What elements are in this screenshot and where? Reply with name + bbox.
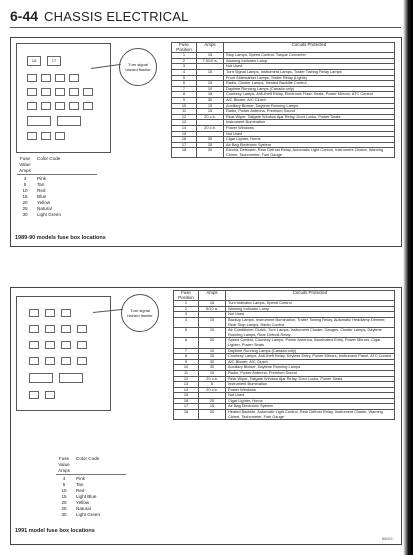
fuse-position-cell: 7 xyxy=(172,86,197,92)
circuits-cell: Courtesy Lamps, Anti-theft Relay, Keyless Entry, Power Mirrors, Instrument Panel, ATC Control xyxy=(226,354,395,360)
fuse-slot xyxy=(55,102,65,110)
fuse-position-cell: 2 xyxy=(172,58,197,64)
legend-amps: 30 xyxy=(61,512,67,517)
amps-cell: 5/10 a. xyxy=(199,306,226,312)
fuse-slot xyxy=(27,102,37,110)
flasher-callout: Turn signal hazard flasher xyxy=(121,294,159,332)
amps-cell: 7.5/10 a. xyxy=(197,58,224,64)
amps-cell: 15 xyxy=(199,328,226,338)
fuse-color-legend xyxy=(17,156,97,218)
fuse-slot xyxy=(45,391,55,399)
fuse-slot xyxy=(83,88,93,96)
column-header: Amps xyxy=(197,43,224,53)
amps-cell: 15 xyxy=(197,109,224,115)
page-number: 6-44 xyxy=(10,8,39,24)
legend-amps: 10 xyxy=(22,188,28,193)
fuse-slot xyxy=(57,116,81,126)
circuits-cell: Instrument Illumination xyxy=(224,120,395,126)
fuse-panel-1991 xyxy=(10,287,402,545)
fuse-position-cell: 4 xyxy=(174,317,199,327)
figure-code: 86521 xyxy=(381,536,393,541)
column-header: Amps xyxy=(199,291,226,301)
table-row xyxy=(172,148,395,158)
circuits-cell: Stop Lamps, Speed Control, Torque Converter xyxy=(224,53,395,59)
amps-cell: 15 xyxy=(199,317,226,327)
legend-amps: 20 xyxy=(61,500,67,505)
circuits-cell: Electric Defroster, Rear Defrost Relay, Automatic Light Control, Instrument Cluster, Warning Chime, Tachometer, Fuel Gauge xyxy=(224,148,395,158)
fuse-position-cell: 11 xyxy=(174,370,199,376)
fuse-position-cell: 5 xyxy=(172,75,197,81)
panel-caption: 1989-90 models fuse box locations xyxy=(15,235,106,241)
amps-cell: 15 xyxy=(197,142,224,148)
circuits-cell: Warning Indicator Lamp xyxy=(226,306,395,312)
circuits-cell: Courtesy Lamps, Anti-theft Relay, Electronic Flash Seats, Power Mirrors, ATC Control xyxy=(224,92,395,98)
legend-color: Light Green xyxy=(76,512,101,517)
amps-cell: 15 xyxy=(197,92,224,98)
circuits-cell: A/C Blower, A/C Clutch xyxy=(226,359,395,365)
amps-cell: 30 xyxy=(197,97,224,103)
fuse-position-cell: 13 xyxy=(172,120,197,126)
fuse-position-cell: 5 xyxy=(174,328,199,338)
table-row xyxy=(174,317,395,327)
fuse-position-cell: 3 xyxy=(172,64,197,70)
circuits-cell: Warning Indicator Lamp xyxy=(224,58,395,64)
fuse-position-cell: 18 xyxy=(174,410,199,420)
fuse-position-cell: 17 xyxy=(174,404,199,410)
circuits-cell: Not Used xyxy=(226,393,395,399)
fuse-slot xyxy=(29,309,39,317)
fuse-slot xyxy=(29,373,53,383)
panel-caption: 1991 model fuse box locations xyxy=(15,528,95,534)
amps-cell: 20 xyxy=(199,338,226,348)
circuits-cell: Radio, Power Antenna, Premium Sound xyxy=(224,109,395,115)
legend-color: Light Green xyxy=(37,212,62,217)
legend-amps: 10 xyxy=(61,488,67,493)
amps-cell: 20 xyxy=(199,398,226,404)
circuits-cell: Backup Lamps, Instrument Illumination, Trailer Towing Relay, Automatic Headlamp Dimmer, Rear Stop Lamps, Radio Control xyxy=(226,317,395,327)
amps-cell: 20 c.b. xyxy=(199,387,226,393)
legend-color: Natural xyxy=(76,506,91,511)
fuse-slot xyxy=(61,309,71,317)
amps-cell: 15 xyxy=(199,404,226,410)
fuse-table xyxy=(171,42,395,158)
fuse-position-cell: 4 xyxy=(172,69,197,75)
circuits-cell: Turn Indicator Lamps, Speed Control xyxy=(226,301,395,307)
circuits-cell: Not Used xyxy=(226,312,395,318)
legend-amps: 20 xyxy=(22,200,28,205)
fuse-slot xyxy=(69,74,79,82)
legend-amps: 4 xyxy=(23,176,27,181)
fuse-slot xyxy=(55,74,65,82)
column-header: Fuse Position xyxy=(172,43,197,53)
fuse-slot: 18 xyxy=(27,56,41,66)
fuse-position-cell: 11 xyxy=(172,109,197,115)
legend-color: Blue xyxy=(37,194,47,199)
circuits-cell: Auxiliary Blower, Daytime Running Lamps xyxy=(226,365,395,371)
circuits-cell: Radio, Power Antenna, Premium Sound xyxy=(226,370,395,376)
fuse-slot xyxy=(45,357,55,365)
fuse-slot xyxy=(29,357,39,365)
circuits-cell: Cigar Lighter, Horns xyxy=(226,398,395,404)
fuse-slot xyxy=(41,132,51,140)
circuits-cell: Rear Wiper, Tailgate Window Ajar Relay, Door Locks, Power Seats xyxy=(226,376,395,382)
legend-color: Tan xyxy=(37,182,45,187)
fuse-position-cell: 9 xyxy=(174,359,199,365)
legend-amps: 15 xyxy=(22,194,28,199)
amps-cell: 20 c.b. xyxy=(197,114,224,120)
fuse-position-cell: 8 xyxy=(172,92,197,98)
fuse-slot xyxy=(83,102,93,110)
circuits-cell: Front Sidemarker Lamps, Trailer Relay (Lights) xyxy=(224,75,395,81)
legend-amps: 30 xyxy=(22,212,28,217)
legend-color: Red xyxy=(37,188,46,193)
legend-color: Natural xyxy=(37,206,52,211)
fuse-slot xyxy=(69,102,79,110)
legend-header: Fuse Value Amps xyxy=(19,156,31,173)
circuits-cell: Turn Signal Lamps, Instrument Lamps, Trailer Towing Relay Lamps xyxy=(224,69,395,75)
fuse-slot: 17 xyxy=(47,56,61,66)
fuse-slot xyxy=(61,325,71,333)
amps-cell: 10 xyxy=(199,348,226,354)
fuse-slot xyxy=(77,357,87,365)
amps-cell: 15 xyxy=(197,69,224,75)
page-title: CHASSIS ELECTRICAL xyxy=(44,9,189,24)
fuse-slot xyxy=(45,341,55,349)
fuse-position-cell: 14 xyxy=(172,125,197,131)
fuse-color-legend xyxy=(56,456,126,518)
amps-cell: 15 xyxy=(197,81,224,87)
legend-color: Pink xyxy=(76,476,85,481)
fuse-slot xyxy=(45,325,55,333)
fuse-slot xyxy=(27,74,37,82)
fuse-slot xyxy=(29,391,39,399)
fuse-position-cell: 16 xyxy=(172,137,197,143)
scan-edge-shadow xyxy=(403,0,413,555)
legend-amps: 5 xyxy=(62,482,66,487)
legend-header: Fuse Value Amps xyxy=(58,456,70,473)
amps-cell: 5 xyxy=(199,382,226,388)
amps-cell: 30 xyxy=(197,137,224,143)
fuse-slot xyxy=(41,74,51,82)
circuits-cell: Air Bag Electronic System xyxy=(226,404,395,410)
circuits-cell: Radio, Cluster Lamps, Heated Backlite Control xyxy=(224,81,395,87)
fuse-position-cell: 14 xyxy=(174,387,199,393)
fuse-slot xyxy=(77,325,87,333)
fuse-position-cell: 6 xyxy=(172,81,197,87)
legend-header: Color Code xyxy=(76,456,100,461)
circuits-cell: Speed Control, Courtesy Lamps, Power Antenna, Illuminated Entry, Power Mirrors, Cigar Lighter, Power Seats xyxy=(226,338,395,348)
legend-color: Red xyxy=(76,488,85,493)
fuse-box-diagram xyxy=(16,43,111,153)
legend-color: Pink xyxy=(37,176,46,181)
table-row xyxy=(174,328,395,338)
amps-cell: 10 xyxy=(197,86,224,92)
fuse-position-cell: 17 xyxy=(172,142,197,148)
legend-amps: 25 xyxy=(22,206,28,211)
column-header: Fuse Position xyxy=(174,291,199,301)
legend-color: Light Blue xyxy=(76,494,97,499)
circuits-cell: Power Windows xyxy=(224,125,395,131)
amps-cell: 20 xyxy=(199,410,226,420)
fuse-position-cell: 12 xyxy=(172,114,197,120)
table-row xyxy=(174,338,395,348)
circuits-cell: Instrument Illumination xyxy=(226,382,395,388)
fuse-slot xyxy=(41,88,51,96)
fuse-panel-1989-90 xyxy=(10,37,402,247)
fuse-position-cell: 18 xyxy=(172,148,197,158)
legend-color: Yellow xyxy=(76,500,90,505)
flasher-callout: Turn signal hazard flasher xyxy=(119,48,157,86)
circuits-cell: Rear Wiper, Tailgate Window Ajar Relay, Door Locks, Power Seats xyxy=(224,114,395,120)
circuits-cell: Power Windows xyxy=(226,387,395,393)
circuits-cell: Air Conditioner Clutch, Turn Lamps, Instrument Cluster, Gauges, Cluster Lamps, Daytime Running Lamps, Rear Defrost Relay xyxy=(226,328,395,338)
circuits-cell: Cigar Lighter, Horns xyxy=(224,137,395,143)
fuse-slot xyxy=(29,341,39,349)
fuse-slot xyxy=(69,88,79,96)
fuse-position-cell: 9 xyxy=(172,97,197,103)
legend-amps: 25 xyxy=(61,506,67,511)
table-row xyxy=(174,410,395,420)
fuse-slot xyxy=(59,373,83,383)
fuse-position-cell: 2 xyxy=(174,306,199,312)
amps-cell: 20 c.b. xyxy=(197,125,224,131)
circuits-cell: A/C Blower, A/C Clutch xyxy=(224,97,395,103)
fuse-position-cell: 8 xyxy=(174,354,199,360)
column-header: Circuits Protected xyxy=(224,43,395,53)
amps-cell: 15 xyxy=(199,301,226,307)
fuse-slot xyxy=(27,132,37,140)
fuse-slot xyxy=(41,102,51,110)
fuse-slot xyxy=(61,341,71,349)
legend-color: Yellow xyxy=(37,200,51,205)
fuse-slot xyxy=(55,88,65,96)
fuse-position-cell: 12 xyxy=(174,376,199,382)
fuse-slot xyxy=(55,132,65,140)
legend-color: Tan xyxy=(76,482,84,487)
column-header: Circuits Protected xyxy=(226,291,395,301)
fuse-position-cell: 15 xyxy=(174,393,199,399)
fuse-slot xyxy=(45,309,55,317)
page-header xyxy=(10,8,189,24)
amps-cell: 15 xyxy=(199,354,226,360)
amps-cell: 20 c.b. xyxy=(199,376,226,382)
legend-header: Color Code xyxy=(37,156,61,161)
fuse-position-cell: 15 xyxy=(172,131,197,137)
amps-cell: 15 xyxy=(197,53,224,59)
fuse-position-cell: 10 xyxy=(172,103,197,109)
fuse-position-cell: 3 xyxy=(174,312,199,318)
legend-amps: 4 xyxy=(62,476,66,481)
fuse-table xyxy=(173,290,395,420)
fuse-position-cell: 13 xyxy=(174,382,199,388)
circuits-cell: Not Used xyxy=(224,131,395,137)
circuits-cell: Not Used xyxy=(224,64,395,70)
fuse-position-cell: 6 xyxy=(174,338,199,348)
fuse-slot xyxy=(27,116,51,126)
fuse-slot xyxy=(77,341,87,349)
fuse-position-cell: 1 xyxy=(172,53,197,59)
amps-cell: 30 xyxy=(199,359,226,365)
legend-amps: 5 xyxy=(23,182,27,187)
amps-cell: 20 xyxy=(197,148,224,158)
fuse-position-cell: 10 xyxy=(174,365,199,371)
amps-cell: 15 xyxy=(197,103,224,109)
circuits-cell: Daytime Running Lamps (Canada only) xyxy=(224,86,395,92)
circuits-cell: Daytime Running Lamps (Canada only) xyxy=(226,348,395,354)
fuse-slot xyxy=(29,325,39,333)
header-rule xyxy=(10,27,401,28)
fuse-box-diagram xyxy=(16,296,111,411)
amps-cell: 30 xyxy=(199,365,226,371)
legend-amps: 15 xyxy=(61,494,67,499)
circuits-cell: Heated Backlite, Automatic Light Control, Rear Defrost Relay, Instrument Cluster, Warning Chime, Tachometer, Fuel Gauge xyxy=(226,410,395,420)
fuse-position-cell: 1 xyxy=(174,301,199,307)
circuits-cell: Auxiliary Blower, Daytime Running Lamps xyxy=(224,103,395,109)
fuse-slot xyxy=(27,88,37,96)
fuse-slot xyxy=(61,357,71,365)
circuits-cell: Air Bag Electronic System xyxy=(224,142,395,148)
fuse-position-cell: 16 xyxy=(174,398,199,404)
amps-cell: 15 xyxy=(199,370,226,376)
fuse-position-cell: 7 xyxy=(174,348,199,354)
